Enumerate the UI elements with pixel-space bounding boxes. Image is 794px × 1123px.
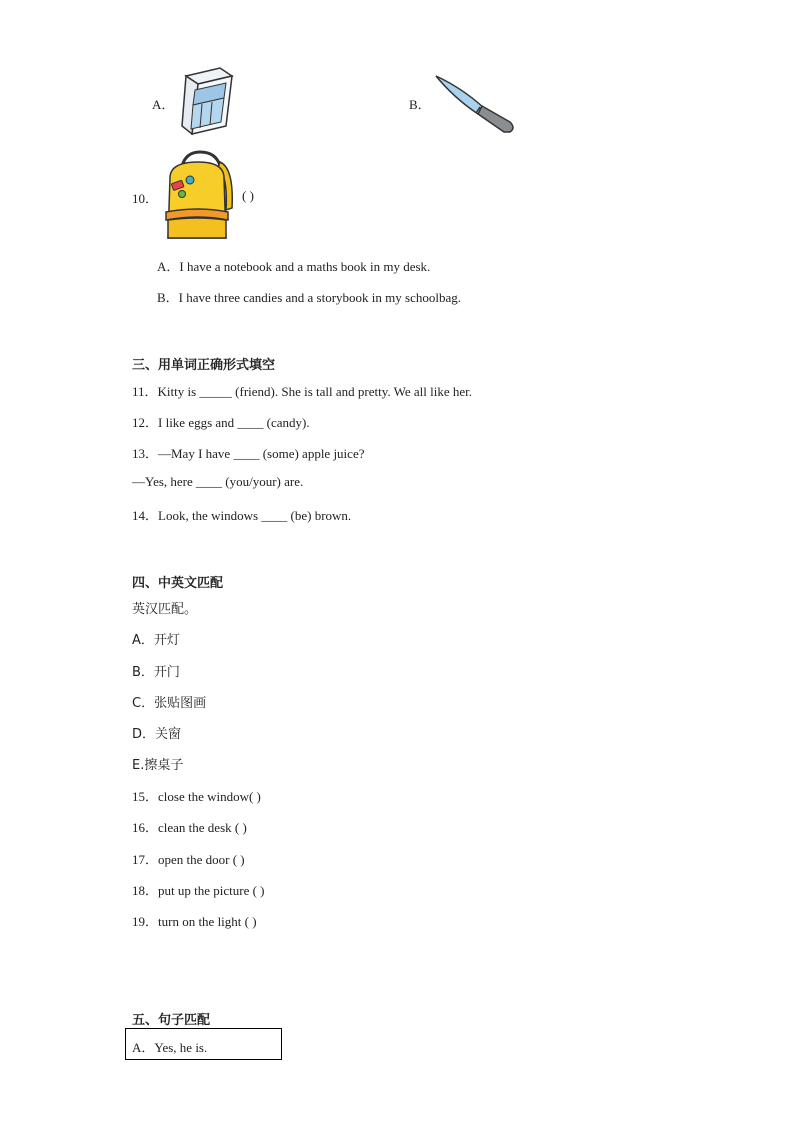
match-option-b: B．开门 (132, 665, 180, 680)
section5-option-a-text: A．Yes, he is. (132, 1040, 208, 1055)
match-option-c: C．张贴图画 (132, 696, 207, 711)
schoolbag-image (160, 148, 238, 244)
q9-option-a-label[interactable]: A． (152, 97, 175, 112)
q10-option-a[interactable]: A．I have a notebook and a maths book in my desk. (157, 259, 431, 274)
match-option-e: E.擦桌子 (132, 758, 184, 773)
q11-text: 11．Kitty is _____ (friend). She is tall and pretty. We all like her. (132, 384, 473, 399)
q10-number: 10． (132, 191, 159, 206)
q17-text[interactable]: 17．open the door ( ) (132, 852, 245, 867)
section4-heading: 四、中英文匹配 (132, 576, 224, 591)
section4-instruction: 英汉匹配。 (132, 602, 198, 617)
section5-option-a-box[interactable] (125, 1028, 282, 1060)
q16-text[interactable]: 16．clean the desk ( ) (132, 820, 247, 835)
q15-text[interactable]: 15．close the window( ) (132, 789, 261, 804)
match-option-a: A．开灯 (132, 633, 180, 648)
section5-heading: 五、句子匹配 (132, 1013, 211, 1028)
q19-text[interactable]: 19．turn on the light ( ) (132, 914, 257, 929)
q18-text[interactable]: 18．put up the picture ( ) (132, 883, 265, 898)
knife-image (432, 70, 518, 136)
q9-option-b-label[interactable]: B． (409, 97, 431, 112)
q10-answer-paren[interactable]: ( ) (242, 188, 254, 203)
eraser-box-image (178, 64, 238, 138)
q13-text: 13．—May I have ____ (some) apple juice? (132, 446, 365, 461)
q12-text: 12．I like eggs and ____ (candy). (132, 415, 310, 430)
q10-option-b[interactable]: B．I have three candies and a storybook in my schoolbag. (157, 290, 461, 305)
section3-heading: 三、用单词正确形式填空 (132, 358, 276, 373)
q14-text: 14．Look, the windows ____ (be) brown. (132, 508, 352, 523)
match-option-d: D．关窗 (132, 727, 182, 742)
q13-reply-text: —Yes, here ____ (you/your) are. (132, 474, 304, 489)
